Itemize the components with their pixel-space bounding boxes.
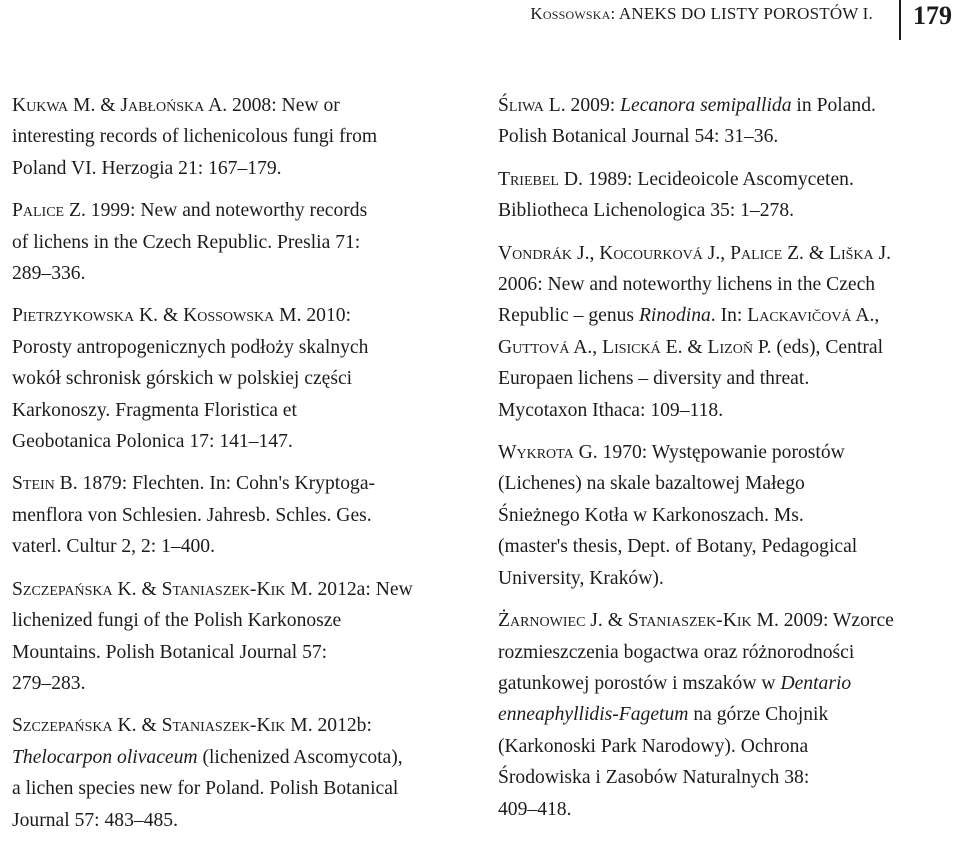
reference-text: Europaen lichens – diversity and threat. — [498, 368, 810, 390]
reference-text: vaterl. Cultur 2, 2: 1–400. — [12, 536, 215, 558]
page-header — [0, 0, 959, 40]
author-names: Guttová A., Lisická E. & Lizoň P. — [498, 336, 772, 358]
reference-line — [12, 90, 482, 121]
reference-line — [498, 500, 956, 531]
reference-text: 1999: New and noteworthy records — [85, 200, 368, 222]
reference-line — [12, 227, 482, 258]
reference-text: 2006: New and noteworthy lichens in the Czech — [498, 274, 876, 296]
reference-text: 289–336. — [12, 263, 86, 285]
reference-entry — [12, 574, 482, 700]
reference-text: a lichen species new for Poland. Polish Botanical — [12, 778, 399, 800]
species-name: Dentario — [780, 672, 852, 694]
reference-text: 1879: Flechten. In: Cohn's Kryptoga- — [77, 473, 376, 495]
reference-text: in Poland. — [791, 95, 876, 116]
species-name: enneaphyllidis-Fagetum — [498, 704, 689, 726]
reference-text: Bibliotheca Lichenologica 35: 1–278. — [498, 200, 795, 222]
reference-entry — [12, 195, 482, 289]
species-name: Lecanora semipallida — [620, 95, 792, 116]
reference-line — [12, 500, 482, 531]
author-names: Wykrota G. — [498, 442, 598, 464]
reference-text: Republic – genus — [498, 305, 639, 327]
reference-line — [498, 395, 956, 426]
reference-line — [12, 363, 482, 394]
reference-line — [12, 637, 482, 668]
reference-entry — [12, 710, 482, 836]
reference-line — [12, 805, 482, 836]
reference-line — [12, 468, 482, 499]
reference-entry — [12, 468, 482, 562]
reference-text: Porosty antropogenicznych podłoży skalnych — [12, 336, 369, 358]
reference-entry — [498, 605, 956, 825]
reference-text: Karkonoszy. Fragmenta Floristica et — [12, 399, 297, 421]
reference-entry — [498, 238, 956, 426]
reference-entry — [12, 300, 482, 457]
reference-line — [12, 332, 482, 363]
reference-text: Geobotanica Polonica 17: 141–147. — [12, 431, 293, 453]
reference-text: 2008: New or — [227, 95, 340, 116]
reference-line — [12, 300, 482, 331]
reference-line — [12, 395, 482, 426]
reference-line — [12, 258, 482, 289]
reference-text: 1989: Lecideoicole Ascomyceten. — [582, 168, 854, 190]
page-number: 179 — [913, 1, 952, 30]
species-name: Thelocarpon olivaceum — [12, 746, 198, 768]
reference-text: gatunkowej porostów i mszaków w — [498, 672, 781, 694]
reference-line — [498, 563, 956, 594]
author-names: Szczepańska K. & Staniaszek-Kik M. — [12, 715, 313, 737]
reference-line — [498, 637, 956, 668]
species-name: Rinodina — [638, 305, 711, 327]
reference-line — [498, 605, 956, 636]
reference-text: (eds), Central — [771, 336, 884, 358]
reference-line — [12, 605, 482, 636]
reference-text: 2009: Wzorce — [778, 610, 894, 632]
reference-text: na górze Chojnik — [688, 704, 829, 726]
reference-line — [498, 668, 956, 699]
author-names: Vondrák J., Kocourková J., Palice Z. & Liška J. — [498, 242, 892, 264]
author-names: Palice Z. — [12, 200, 86, 222]
author-names: Pietrzykowska K. & Kossowska M. — [12, 305, 302, 327]
reference-line — [498, 195, 956, 226]
reference-text: wokół schronisk górskich w polskiej części — [12, 368, 353, 390]
reference-line — [498, 363, 956, 394]
reference-line — [498, 164, 956, 195]
reference-line — [498, 269, 956, 300]
running-head: Kossowska: ANEKS DO LISTY POROSTÓW I. — [530, 4, 873, 23]
reference-text: 2012b: — [312, 715, 372, 737]
references-left-column — [12, 90, 482, 847]
reference-text: menflora von Schlesien. Jahresb. Schles. Ges. — [12, 504, 372, 526]
reference-text: lichenized fungi of the Polish Karkonosze — [12, 610, 342, 632]
reference-text: Środowiska i Zasobów Naturalnych 38: — [498, 767, 810, 789]
reference-line — [498, 794, 956, 825]
reference-text: of lichens in the Czech Republic. Preslia 71: — [12, 231, 361, 253]
reference-line — [498, 437, 956, 468]
author-names: Żarnowiec J. & Staniaszek-Kik M. — [498, 610, 779, 632]
reference-line — [498, 699, 956, 730]
reference-text: Śnieżnego Kotła w Karkonoszach. Ms. — [498, 504, 804, 526]
reference-line — [498, 332, 956, 363]
reference-line — [498, 90, 956, 121]
reference-text: 2009: — [565, 95, 621, 116]
reference-text: Mountains. Polish Botanical Journal 57: — [12, 641, 328, 663]
reference-entry — [498, 90, 956, 153]
reference-text: 409–418. — [498, 798, 572, 820]
reference-text: (master's thesis, Dept. of Botany, Pedagogical — [498, 536, 858, 558]
reference-text: 279–283. — [12, 672, 86, 694]
reference-line — [12, 710, 482, 741]
author-names: Szczepańska K. & Staniaszek-Kik M. — [12, 578, 313, 600]
reference-text: Polish Botanical Journal 54: 31–36. — [498, 126, 779, 148]
reference-text: rozmieszczenia bogactwa oraz różnorodności — [498, 641, 855, 663]
reference-line — [12, 153, 482, 184]
reference-line — [498, 468, 956, 499]
reference-text: (lichenized Ascomycota), — [197, 746, 403, 768]
reference-line — [498, 238, 956, 269]
reference-line — [12, 574, 482, 605]
reference-line — [12, 426, 482, 457]
reference-text: Journal 57: 483–485. — [12, 809, 178, 831]
reference-line — [498, 300, 956, 331]
references-right-column — [498, 90, 956, 836]
reference-line — [12, 531, 482, 562]
reference-line — [12, 742, 482, 773]
reference-line — [498, 121, 956, 152]
reference-text: University, Kraków). — [498, 567, 664, 589]
reference-text: Poland VI. Herzogia 21: 167–179. — [12, 157, 282, 179]
header-divider — [899, 0, 901, 40]
reference-entry — [498, 437, 956, 594]
reference-text: interesting records of lichenicolous fungi from — [12, 126, 378, 148]
reference-text: . In: — [710, 305, 748, 327]
reference-line — [12, 121, 482, 152]
reference-text: 1970: Występowanie porostów — [597, 442, 845, 464]
reference-text: 2010: — [301, 305, 352, 327]
author-names: Śliwa L. — [498, 95, 566, 116]
reference-line — [12, 195, 482, 226]
reference-entry — [498, 164, 956, 227]
author-names: Stein B. — [12, 473, 78, 495]
reference-text: (Lichenes) na skale bazaltowej Małego — [498, 473, 805, 495]
author-names: Triebel D. — [498, 168, 583, 190]
reference-line — [12, 668, 482, 699]
author-names: Kukwa M. & Jabłońska A. — [12, 95, 228, 116]
reference-text: 2012a: New — [312, 578, 413, 600]
reference-line — [498, 531, 956, 562]
reference-text: (Karkonoski Park Narodowy). Ochrona — [498, 735, 809, 757]
reference-text: Mycotaxon Ithaca: 109–118. — [498, 399, 724, 421]
author-names: Lackavičová A., — [747, 305, 880, 327]
reference-line — [498, 731, 956, 762]
reference-entry — [12, 90, 482, 184]
